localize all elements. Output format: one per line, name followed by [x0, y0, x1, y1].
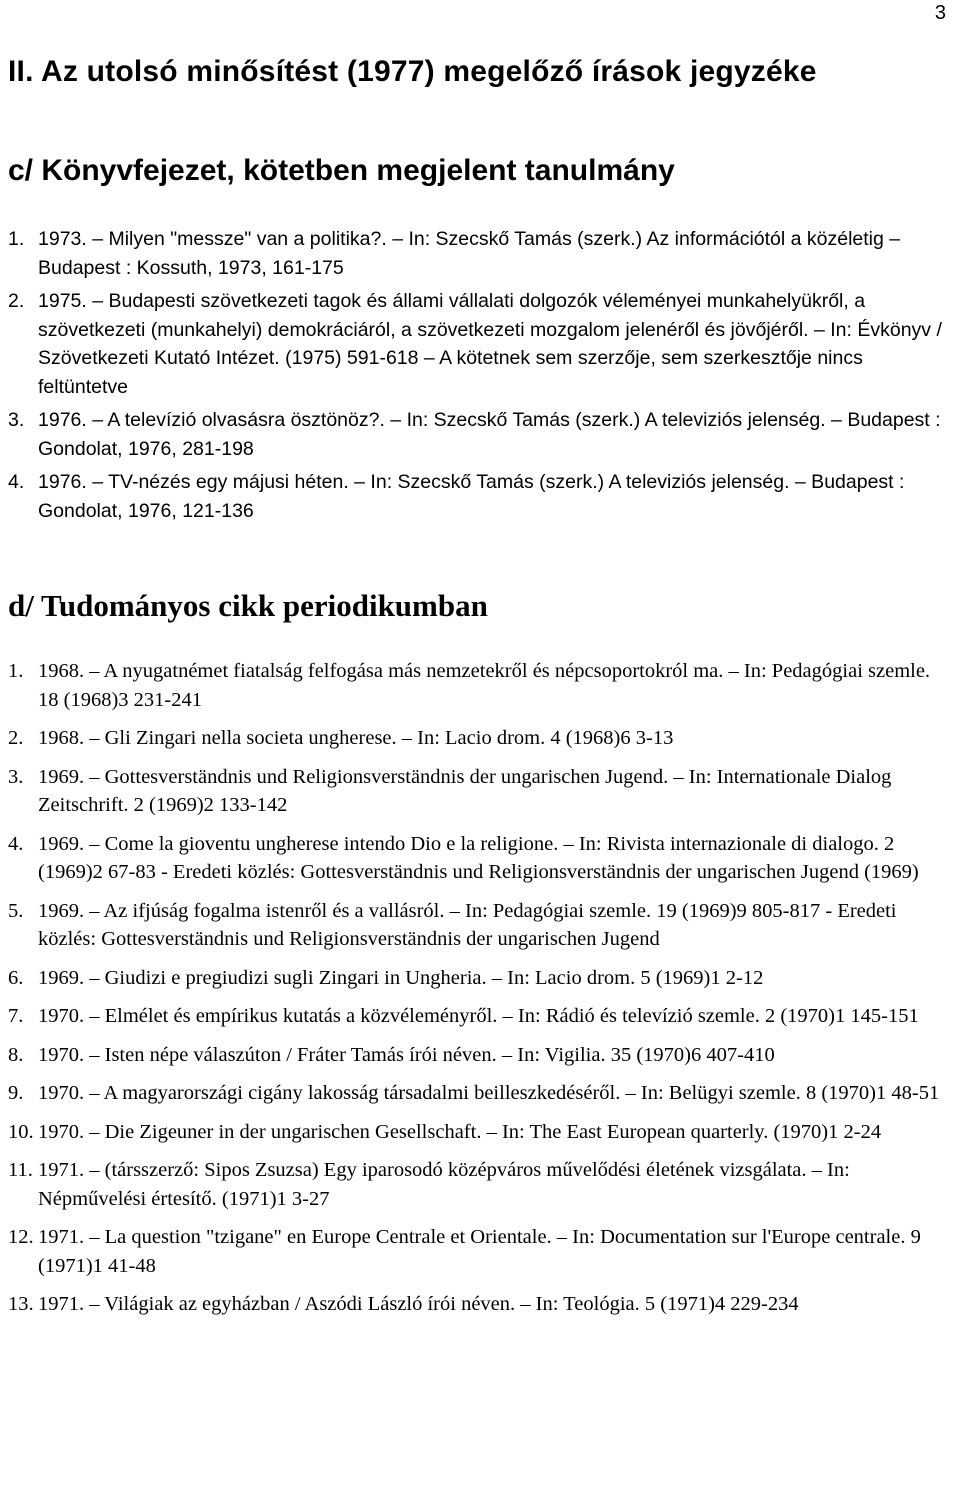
section-d-list — [8, 657, 953, 1319]
item-number: 3. — [8, 765, 24, 788]
item-number: 6. — [8, 966, 24, 989]
item-text: 1976. – TV-nézés egy májusi héten. – In: Szecskő Tamás (szerk.) A televiziós jelenség. – Budapest : Gondolat, 1976, 121-136 — [38, 471, 905, 522]
item-number: 4. — [8, 471, 25, 493]
list-item — [8, 1079, 953, 1108]
item-text: 1973. – Milyen "messze" van a politika?. – In: Szecskő Tamás (szerk.) Az információtól a közéletig – Budapest : Kossuth, 1973, 161-175 — [38, 228, 901, 279]
item-text: 1971. – (társszerző: Sipos Zsuzsa) Egy iparosodó középváros művelődési életének vizsgálata. – In: Népművelési értesítő. (1971)1 3-27 — [38, 1159, 850, 1210]
list-item — [8, 964, 953, 993]
item-number: 7. — [8, 1005, 24, 1027]
list-item — [8, 468, 953, 525]
list-item — [8, 897, 953, 954]
item-text: 1970. – Die Zigeuner in der ungarischen Gesellschaft. – In: The East European quarterly. (1970)1 2-24 — [38, 1120, 882, 1143]
section-d-title: d/ Tudományos cikk periodikumban — [8, 588, 488, 623]
list-item — [8, 287, 953, 401]
section-c-title: c/ Könyvfejezet, kötetben megjelent tanulmány — [8, 154, 675, 187]
item-number: 4. — [8, 832, 24, 855]
item-text: 1971. – Világiak az egyházban / Aszódi László írói néven. – In: Teológia. 5 (1971)4 229-234 — [38, 1293, 799, 1315]
item-text: 1971. – La question "tzigane" en Europe Centrale et Orientale. – In: Documentation sur l'Europe centrale. 9 (1971)1 41-48 — [38, 1226, 921, 1277]
item-text: 1968. – Gli Zingari nella societa ungherese. – In: Lacio drom. 4 (1968)6 3-13 — [38, 727, 674, 749]
item-text: 1968. – A nyugatnémet fiatalság felfogása más nemzetekről és népcsoportokról ma. – In: Pedagógiai szemle. 18 (1968)3 231-241 — [38, 660, 931, 711]
list-item — [8, 1002, 953, 1031]
item-number: 10. — [8, 1120, 34, 1143]
item-text: 1969. – Gottesverständnis und Religionsverständnis der ungarischen Jugend. – In: Internationale Dialog Zeitschrift. 2 (1969)2 133-142 — [38, 765, 892, 816]
list-item — [8, 830, 953, 887]
list-item — [8, 406, 953, 463]
list-item — [8, 1041, 953, 1070]
list-item — [8, 225, 953, 282]
item-number: 9. — [8, 1082, 24, 1104]
item-text: 1969. – Az ifjúság fogalma istenről és a vallásról. – In: Pedagógiai szemle. 19 (1969)9 805-817 - Eredeti közlés: Gottesverständnis und Religionsverständnis der ungarischen Jugend — [38, 899, 897, 950]
list-item — [8, 1156, 953, 1213]
page-title: II. Az utolsó minősítést (1977) megelőző írások jegyzéke — [8, 55, 817, 88]
item-number: 2. — [8, 290, 25, 312]
item-number: 8. — [8, 1043, 24, 1066]
item-number: 12. — [8, 1226, 34, 1248]
item-text: 1970. – A magyarországi cigány lakosság társadalmi beilleszkedéséről. – In: Belügyi szemle. 8 (1970)1 48-51 — [38, 1082, 940, 1104]
list-item — [8, 1290, 953, 1319]
item-number: 2. — [8, 727, 24, 749]
list-item — [8, 763, 953, 820]
list-item — [8, 657, 953, 714]
item-number: 1. — [8, 228, 25, 250]
item-text: 1970. – Isten népe válaszúton / Fráter Tamás írói néven. – In: Vigilia. 35 (1970)6 407-410 — [38, 1043, 775, 1066]
item-text: 1970. – Elmélet és empírikus kutatás a közvéleményről. – In: Rádió és televízió szemle. 2 (1970)1 145-151 — [38, 1005, 919, 1027]
item-text: 1969. – Giudizi e pregiudizi sugli Zingari in Ungheria. – In: Lacio drom. 5 (1969)1 2-12 — [38, 966, 764, 989]
item-number: 11. — [8, 1159, 33, 1181]
section-c-list — [8, 225, 953, 525]
item-text: 1975. – Budapesti szövetkezeti tagok és állami vállalati dolgozók véleményei munkahelyükről, a szövetkezeti (munkahelyi) demokráciáról, a szövetkezeti mozgalom jelenéről és jövőjéről. – In: Évkönyv / Szövetkezeti Kutató Intézet. (1975) 591-618 – A kötetnek sem szerzője, sem szerkesztője nincs feltüntetve — [38, 290, 942, 398]
item-text: 1969. – Come la gioventu ungherese intendo Dio e la religione. – In: Rivista internazionale di dialogo. 2 (1969)2 67-83 - Eredeti közlés: Gottesverständnis und Religionsverständnis der ungarischen Jugend (1969) — [38, 832, 919, 883]
item-text: 1976. – A televízió olvasásra ösztönöz?. – In: Szecskő Tamás (szerk.) A televiziós jelenség. – Budapest : Gondolat, 1976, 281-198 — [38, 409, 941, 460]
list-item — [8, 1223, 953, 1280]
item-number: 3. — [8, 409, 25, 431]
list-item — [8, 724, 953, 753]
item-number: 13. — [8, 1293, 34, 1315]
page-number: 3 — [934, 2, 946, 24]
item-number: 1. — [8, 660, 24, 682]
item-number: 5. — [8, 899, 24, 922]
list-item — [8, 1118, 953, 1147]
